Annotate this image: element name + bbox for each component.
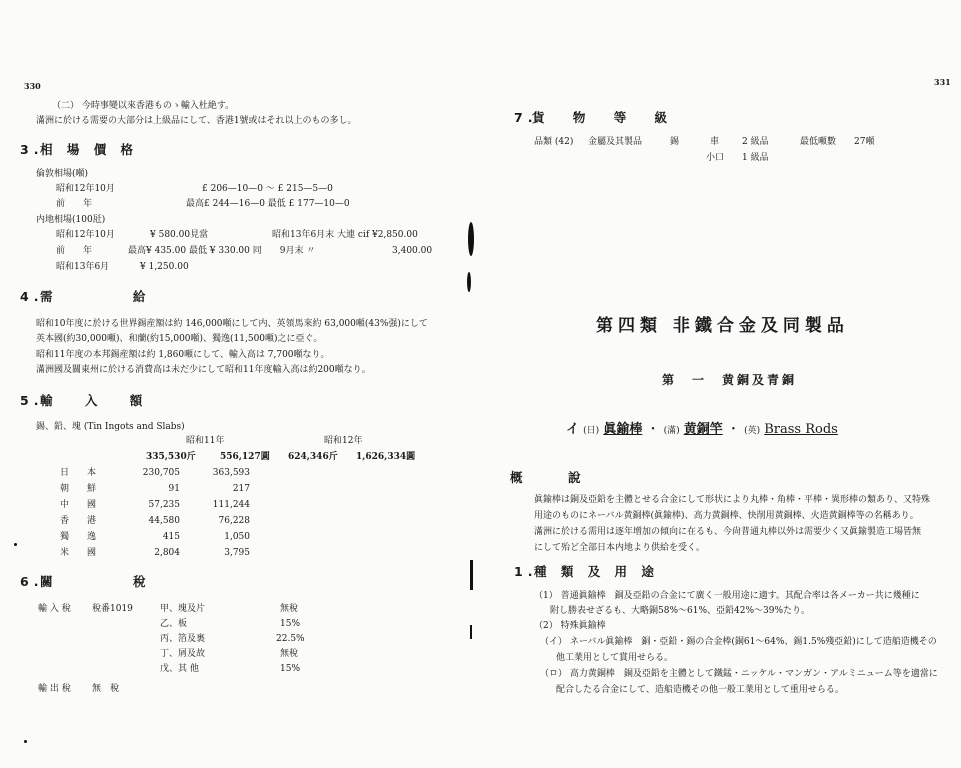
price-date: 昭和13年6月 <box>56 262 110 272</box>
tariff-rate: 22.5% <box>276 634 305 644</box>
section-number: 3. <box>20 142 44 157</box>
price-value: ¥ 580.00見當 <box>150 230 209 240</box>
price-extra: 昭和13年6月末 大連 cif ¥2,850.00 <box>272 230 418 240</box>
grade-field: 2 級品 <box>742 137 769 147</box>
right-page <box>480 0 961 768</box>
country-value: 76,228 <box>218 516 250 526</box>
country-qty: 2,804 <box>154 548 180 558</box>
body-line: にして殆ど全部日本内地より供給を受く。 <box>534 543 705 553</box>
tariff-number: 稅番1019 <box>92 604 133 614</box>
section-heading: 需 給 <box>40 289 184 304</box>
body-line: （イ） ネーバル眞鍮棒 銅・亞鉛・錫の合金棒(銅61～64%、錫1.5%殘亞鉛)にして造船造機その <box>540 637 937 647</box>
grade-field: 最低噸數 <box>800 137 837 147</box>
tariff-item: 乙、板 <box>160 619 188 629</box>
country-name: 中 國 <box>60 500 97 510</box>
total-qty: 624,346斤 <box>288 452 338 462</box>
grade-field: 金屬及其製品 <box>588 137 643 147</box>
section-heading: 種 類 及 用 途 <box>534 564 659 579</box>
total-value: 1,626,334圓 <box>356 452 416 462</box>
grade-field: 1 級品 <box>742 153 769 163</box>
country-qty: 415 <box>162 532 180 542</box>
price-value: ¥ 1,250.00 <box>140 262 189 272</box>
binding-mark <box>470 625 472 639</box>
grade-field: 錫 <box>670 137 680 147</box>
en-name: Brass Rods <box>764 422 838 437</box>
subcategory-title: 第 一 黄銅及青銅 <box>662 373 798 387</box>
country-name: 日 本 <box>60 468 97 478</box>
intro-line: 滿洲に於ける需要の大部分は上級品にして、香港1號或はそれ以上のもの多し。 <box>36 116 357 126</box>
body-line: 昭和11年度の本邦錫産額は約 1,860噸にして、輸入高は 7,700噸なり。 <box>36 350 330 360</box>
body-line: 配合したる合金にして、造船造機その他一般工業用として重用せらる。 <box>556 685 844 695</box>
grade-field: 27噸 <box>854 137 875 147</box>
manchu-name: 黄銅竿 <box>683 422 723 437</box>
tariff-rate: 15% <box>280 619 301 629</box>
body-line: 附し勝表せざるも、大略銅58%～61%、亞鉛42%～39%たり。 <box>550 606 811 616</box>
price-value: £ 206—10—0 ～ £ 215—5—0 <box>202 184 333 194</box>
body-line: 滿洲國及關東州に於ける消費高は未だ少にして昭和11年度輸入高は約200噸なり。 <box>36 365 371 375</box>
country-qty: 57,235 <box>148 500 180 510</box>
price-date: 昭和12年10月 <box>56 184 115 194</box>
section-heading: 貨 物 等 級 <box>532 110 680 125</box>
country-qty: 230,705 <box>142 468 180 478</box>
binding-mark <box>468 222 474 256</box>
grade-field: 車 <box>710 137 720 147</box>
section-number: 6. <box>20 574 44 589</box>
export-tax-label: 輸 出 稅 <box>38 684 71 694</box>
binding-mark <box>467 272 471 292</box>
tariff-item: 甲、塊及片 <box>160 604 206 614</box>
en-tag: (英) <box>744 426 761 436</box>
export-tax-value: 無 稅 <box>92 684 120 694</box>
body-line: 他工業用として賞用せらる。 <box>556 653 674 663</box>
domestic-label: 内地相場(100瓩) <box>36 215 106 225</box>
category-title: 第四類 非鐵合金及同製品 <box>596 316 849 336</box>
left-page <box>0 0 472 768</box>
country-value: 3,795 <box>224 548 250 558</box>
section-heading: 關 稅 <box>40 574 184 589</box>
country-qty: 91 <box>168 484 180 494</box>
total-qty: 335,530斤 <box>146 452 196 462</box>
body-line: 滿洲に於ける需用は逐年增加の傾向に在るも、今尙普通丸棒以外は需要少く又眞鍮製造工場皆無 <box>534 527 922 537</box>
price-date: 前 年 <box>56 199 93 209</box>
year-header: 昭和12年 <box>324 436 363 446</box>
section-heading: 輸 入 額 <box>40 393 157 408</box>
section-number: 7. <box>514 110 538 125</box>
year-header: 昭和11年 <box>186 436 225 446</box>
tariff-item: 戊、其 他 <box>160 664 199 674</box>
country-qty: 44,580 <box>148 516 180 526</box>
item-title: イ (日) 眞鍮棒 ・ (滿) 黄銅竿 ・ (英) Brass Rods <box>566 422 838 437</box>
jp-tag: (日) <box>583 426 600 436</box>
body-line: 眞鍮棒は銅及亞鉛を主體とせる合金にして形状により丸棒・角棒・平棒・異形棒の類あり、又特殊 <box>534 495 931 505</box>
price-date: 昭和12年10月 <box>56 230 115 240</box>
section-number: 1. <box>514 564 538 579</box>
body-line: 用途のものにネーバル黄銅棒(眞鍮棒)、高力黄銅棒、快削用黄銅棒、火造黄銅棒等の名稱あり。 <box>534 511 919 521</box>
price-value: 最高¥ 435.00 最低 ¥ 330.00 同 9月末 〃 <box>128 246 316 256</box>
section-number: 5. <box>20 393 44 408</box>
manchu-tag: (滿) <box>663 426 680 436</box>
price-extra: 3,400.00 <box>392 246 433 256</box>
country-value: 217 <box>232 484 250 494</box>
tariff-item: 丁、屑及故 <box>160 649 206 659</box>
grade-field: 品類 (42) <box>534 137 574 147</box>
section-heading: 相 場 價 格 <box>40 142 139 157</box>
item-prefix: イ <box>566 422 580 437</box>
tariff-rate: 15% <box>280 664 301 674</box>
tariff-item: 丙、箔及裏 <box>160 634 206 644</box>
tariff-rate: 無稅 <box>280 604 299 614</box>
total-value: 556,127圓 <box>220 452 270 462</box>
grade-field: 小口 <box>706 153 725 163</box>
import-subtitle: 錫、鉛、塊 (Tin Ingots and Slabs) <box>36 422 185 432</box>
london-label: 倫敦相場(噸) <box>36 169 89 179</box>
tariff-rate: 無稅 <box>280 649 299 659</box>
country-name: 香 港 <box>60 516 97 526</box>
country-name: 獨 逸 <box>60 532 97 542</box>
page-number: 331 <box>934 77 951 87</box>
import-tax-label: 輸 入 稅 <box>38 604 71 614</box>
body-line: （2） 特殊眞鍮棒 <box>534 621 606 631</box>
body-line: 英本國(約30,000噸)、和蘭(約15,000噸)、獨逸(11,500噸)之に亞ぐ。 <box>36 334 323 344</box>
price-value: 最高£ 244—16—0 最低 £ 177—10—0 <box>186 199 350 209</box>
country-name: 朝 鮮 <box>60 484 97 494</box>
country-value: 1,050 <box>224 532 250 542</box>
binding-mark <box>470 560 473 590</box>
price-date: 前 年 <box>56 246 93 256</box>
body-line: 昭和10年度に於ける世界錫産額は約 146,000噸にして内、英領馬來約 63,000噸(43%强)にして <box>36 319 428 329</box>
country-value: 363,593 <box>212 468 250 478</box>
country-name: 米 國 <box>60 548 97 558</box>
overview-heading: 概 說 <box>510 470 583 485</box>
scan-speck <box>24 740 27 743</box>
section-number: 4. <box>20 289 44 304</box>
body-line: （ロ） 高力黄銅棒 銅及亞鉛を主體として鐵錳・ニッケル・マンガン・アルミニューム等を適當に <box>540 669 938 679</box>
scan-speck <box>14 543 17 546</box>
jp-name: 眞鍮棒 <box>603 422 643 437</box>
intro-line: （二） 今時事變以來香港ものゝ輸入杜絶す。 <box>52 101 235 111</box>
country-value: 111,244 <box>212 500 250 510</box>
body-line: （1） 普通眞鍮棒 銅及亞鉛の合金にて廣く一般用途に適す。其配合率は各メーカー共に幾種に <box>534 591 920 601</box>
page-number: 330 <box>24 81 41 91</box>
